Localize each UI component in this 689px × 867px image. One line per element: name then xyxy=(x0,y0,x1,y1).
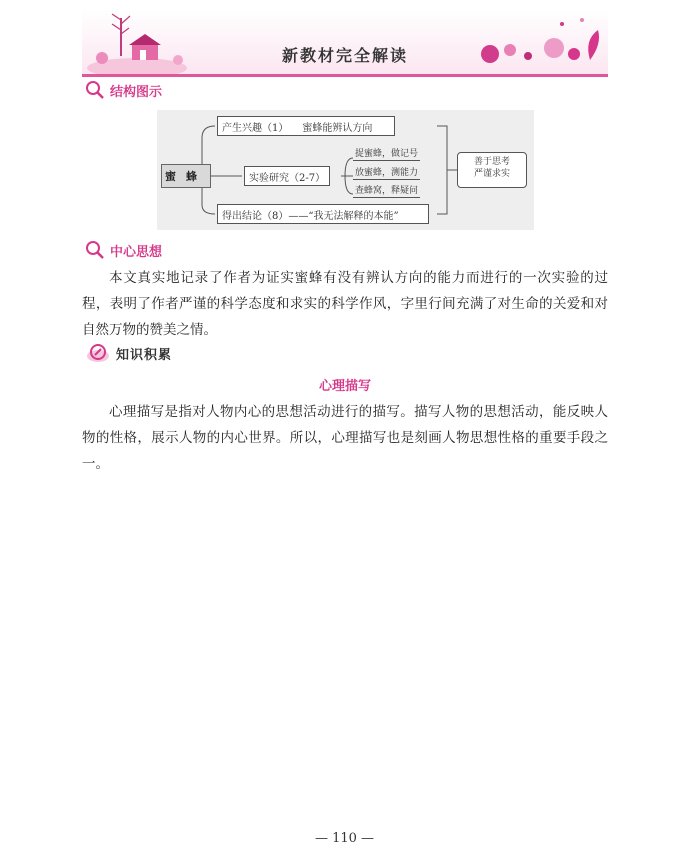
central-idea-paragraph: 本文真实地记录了作者为证实蜜蜂有没有辨认方向的能力而进行的一次实验的过程，表明了作者严谨的科学态度和求实的科学作风，字里行间充满了对生命的关爱和对自然万物的赞美之情。 xyxy=(82,270,608,338)
page-number: — 110 — xyxy=(314,831,375,846)
knowledge-subtitle: 心理描写 xyxy=(318,379,371,394)
mind-map xyxy=(157,110,534,230)
mind-map-sub-item: 捉蜜蜂，做记号 xyxy=(353,146,420,161)
mind-map-branch-experiment: 实验研究（2-7） xyxy=(244,166,330,186)
mind-map-sub-item: 放蜜蜂，测能力 xyxy=(353,165,420,180)
section-heading-text: 结构图示 xyxy=(110,84,163,100)
branch-detail: 蜜蜂能辨认方向 xyxy=(302,122,373,134)
pencil-badge-icon xyxy=(86,342,112,364)
mind-map-root: 蜜蜂 xyxy=(161,164,211,188)
knowledge-paragraph: 心理描写是指对人物内心的思想活动进行的描写。描写人物的思想活动，能反映人物的性格，展示人物的内心世界。所以，心理描写也是刻画人物思想性格的重要手段之一。 xyxy=(82,404,608,472)
section-heading-structure xyxy=(84,80,162,100)
section-heading-central-idea xyxy=(84,240,162,260)
section-heading-knowledge xyxy=(86,343,172,363)
mind-map-note: 善于思考 严谨求实 xyxy=(457,152,527,188)
header-title: 新教材完全解读 xyxy=(281,46,408,65)
header-banner xyxy=(82,10,608,77)
mind-map-branch-interest xyxy=(217,116,395,136)
section-heading-text: 知识积累 xyxy=(116,347,173,363)
magnifier-icon xyxy=(84,80,106,100)
mind-map-sub-item: 查蜂窝，释疑问 xyxy=(353,183,420,198)
section-heading-text: 中心思想 xyxy=(110,244,163,260)
mind-map-branch-conclusion: 得出结论（8）——“我无法解释的本能” xyxy=(217,204,429,224)
branch-label: 产生兴趣（1） xyxy=(222,122,289,134)
magnifier-icon xyxy=(84,240,106,260)
